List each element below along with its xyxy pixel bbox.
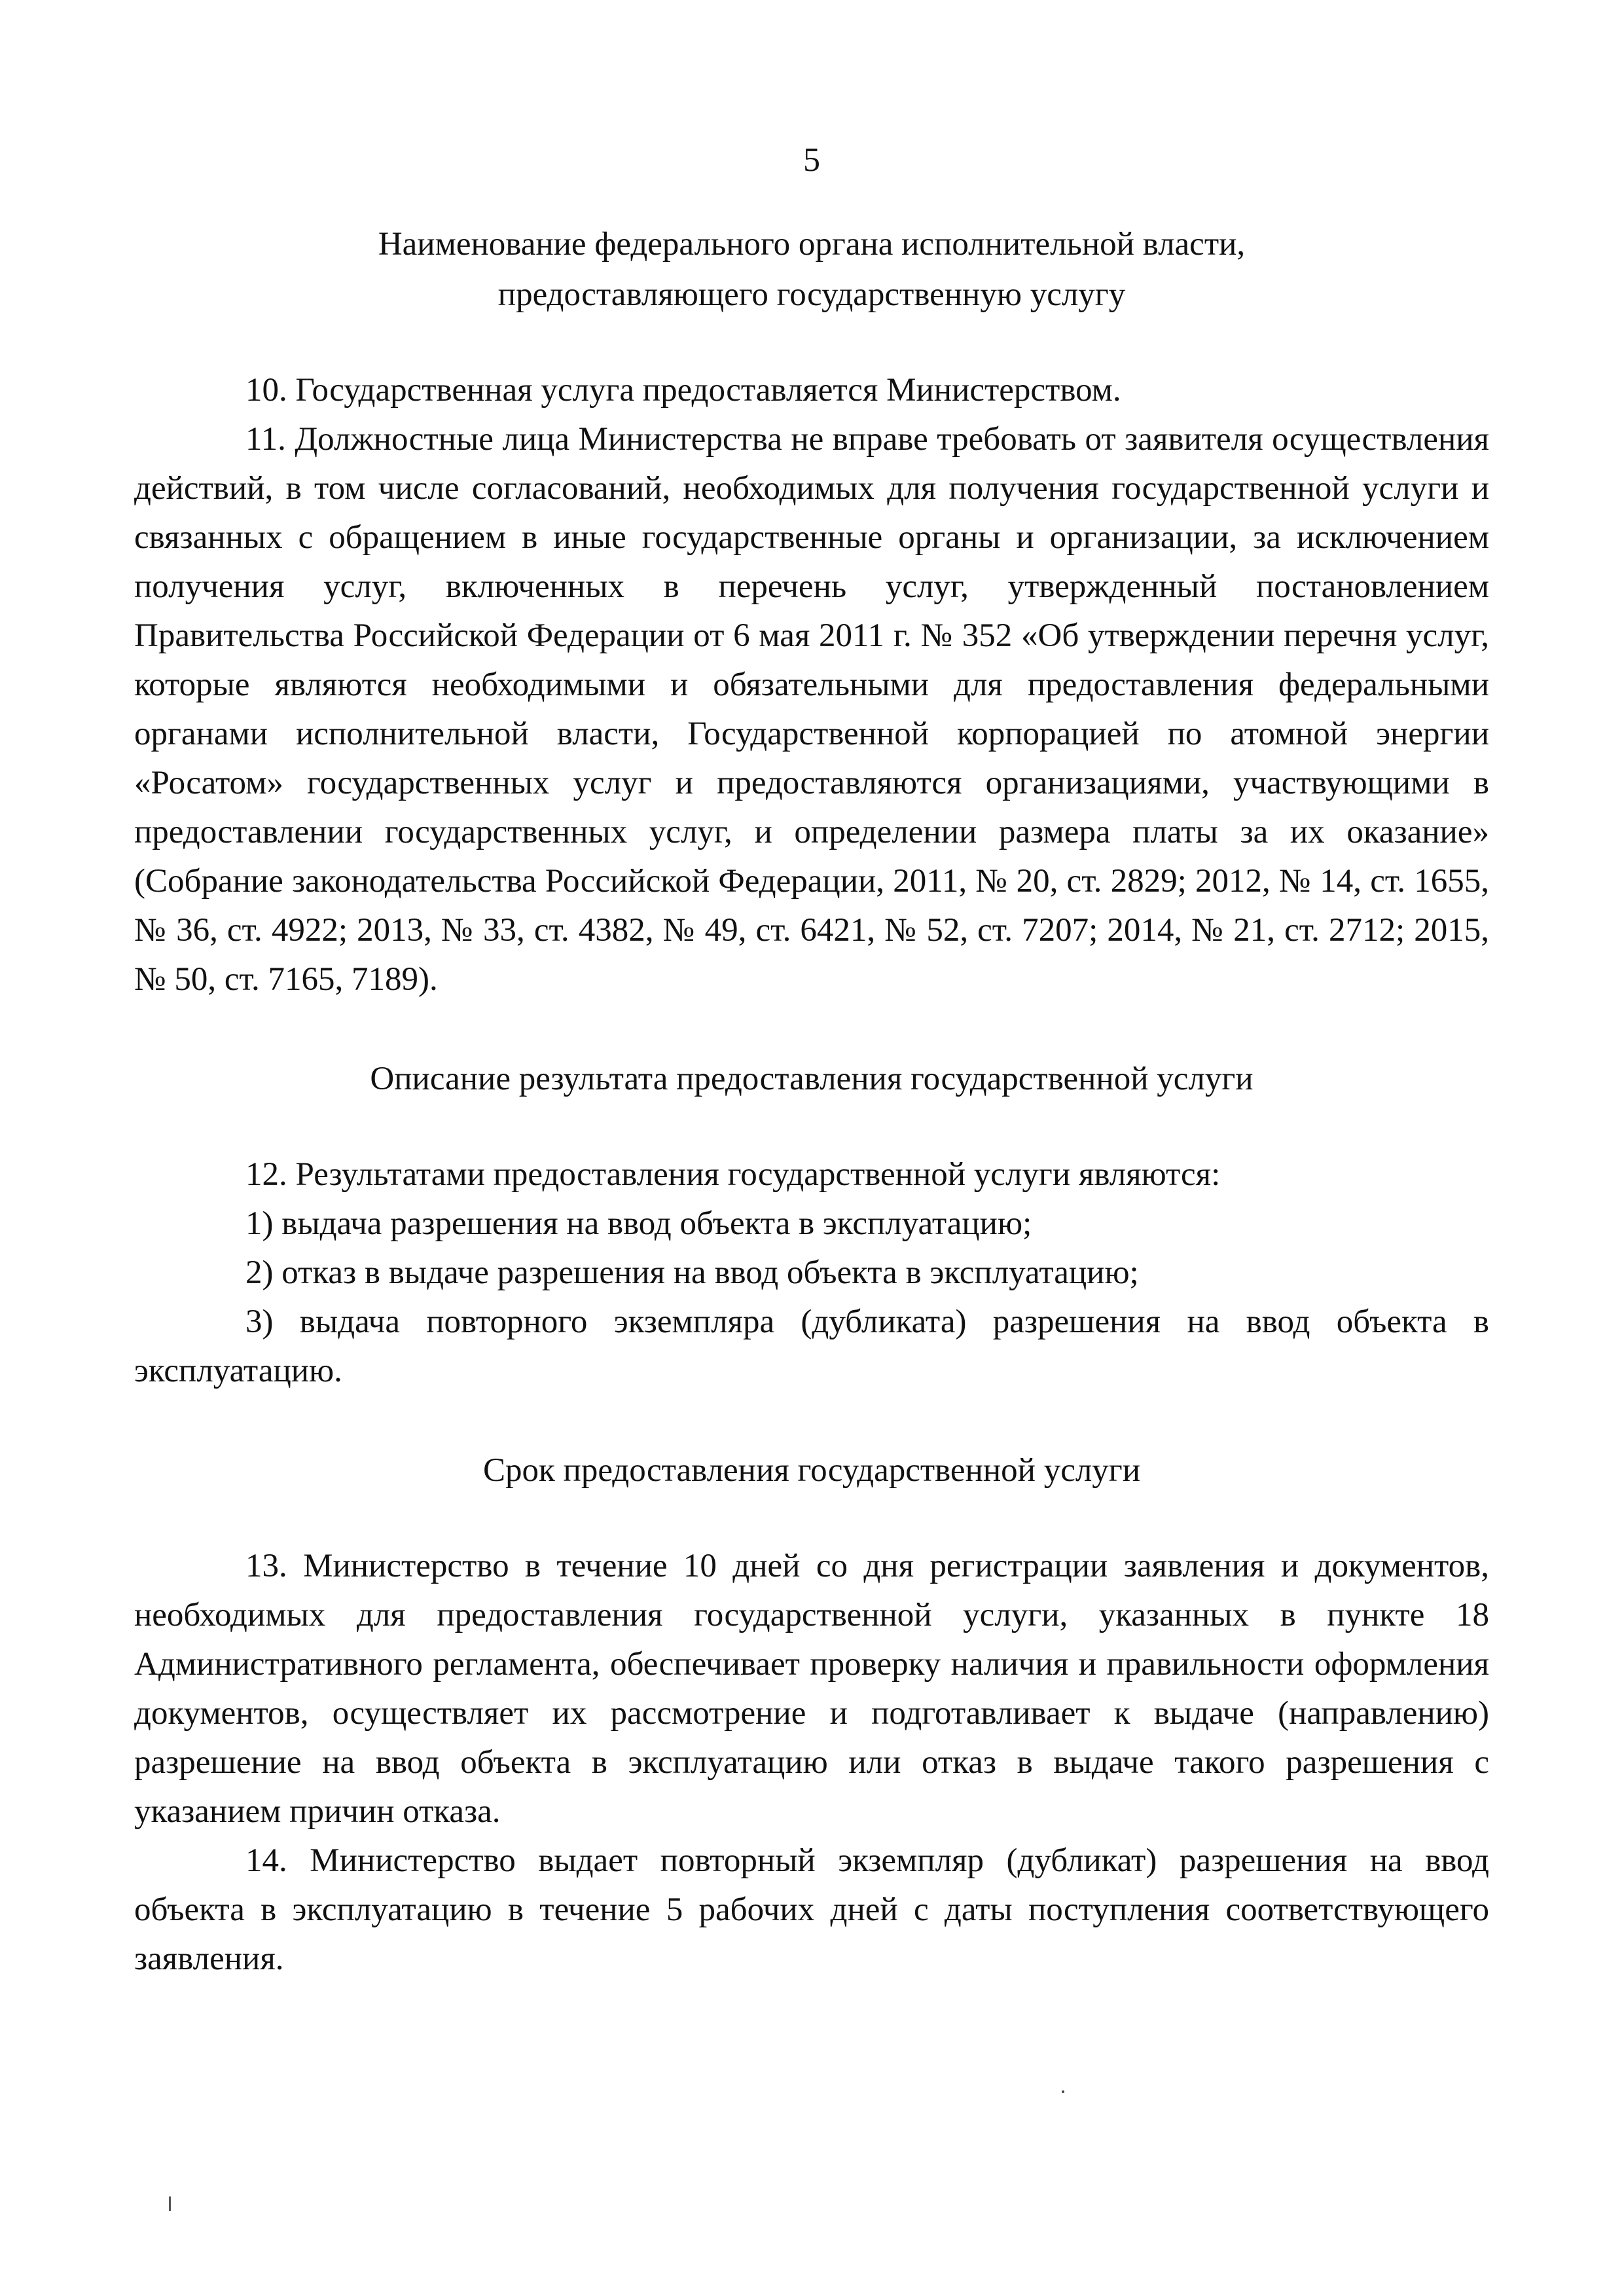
page-number: 5: [803, 141, 820, 179]
document-page: [134, 141, 1489, 1984]
section-authority: [134, 219, 1489, 1004]
paragraph-12: 12. Результатами предоставления государственной услуги являются:: [245, 1156, 1221, 1193]
paragraph-11: 11. Должностные лица Министерства не вправе требовать от заявителя осуществления действий, в том числе согласований, необходимых для получения государственной услуги и связанных с обращением в иные государственные органы и организации, за исключением получения услуг, включенных в перечень услуг, утвержденный постановлением Правительства Российской Федерации от 6 мая 2011 г. № 352 «Об утверждении перечня услуг, которые являются необходимыми и обязательными для предоставления федеральными органами исполнительной власти, Государственной корпорацией по атомной энергии «Росатом» государственных услуг и предоставляются организациями, участвующими в предоставлении государственных услуг, и определении размера платы за их оказание» (Собрание законодательства Российской Федерации, 2011, № 20, ст. 2829; 2012, № 14, ст. 1655, № 36, ст. 4922; 2013, № 33, ст. 4382, № 49, ст. 6421, № 52, ст. 7207; 2014, № 21, ст. 2712; 2015, № 50, ст. 7165, 7189).: [134, 421, 1489, 998]
scan-artifact-mark: [169, 2196, 171, 2211]
section-term: [134, 1446, 1489, 1984]
paragraph-13: 13. Министерство в течение 10 дней со дня регистрации заявления и документов, необходимых для предоставления государственной услуги, указанных в пункте 18 Административного регламента, обеспечивает проверку наличия и правильности оформления документов, осуществляет их рассмотрение и подготавливает к выдаче (направлению) разрешение на ввод объекта в эксплуатацию или отказ в выдаче такого разрешения с указанием причин отказа.: [134, 1548, 1489, 1830]
section-heading-line: предоставляющего государственную услугу: [497, 276, 1126, 313]
paragraph-14: 14. Министерство выдает повторный экземпляр (дубликат) разрешения на ввод объекта в эксплуатацию в течение 5 рабочих дней с даты поступления соответствующего заявления.: [134, 1842, 1489, 1977]
paragraph-10: 10. Государственная услуга предоставляется Министерством.: [245, 372, 1121, 409]
list-item-1: 1) выдача разрешения на ввод объекта в эксплуатацию;: [245, 1205, 1032, 1242]
list-item-3: 3) выдача повторного экземпляра (дубликата) разрешения на ввод объекта в эксплуатацию.: [134, 1303, 1489, 1389]
section-heading-line: Наименование федерального органа исполнительной власти,: [378, 226, 1246, 263]
section-heading: Срок предоставления государственной услуги: [482, 1452, 1140, 1489]
section-heading: Описание результата предоставления государственной услуги: [370, 1061, 1254, 1097]
scan-artifact-dot: [1062, 2090, 1064, 2093]
list-item-2: 2) отказ в выдаче разрешения на ввод объекта в эксплуатацию;: [245, 1254, 1139, 1291]
section-result: [134, 1054, 1489, 1396]
